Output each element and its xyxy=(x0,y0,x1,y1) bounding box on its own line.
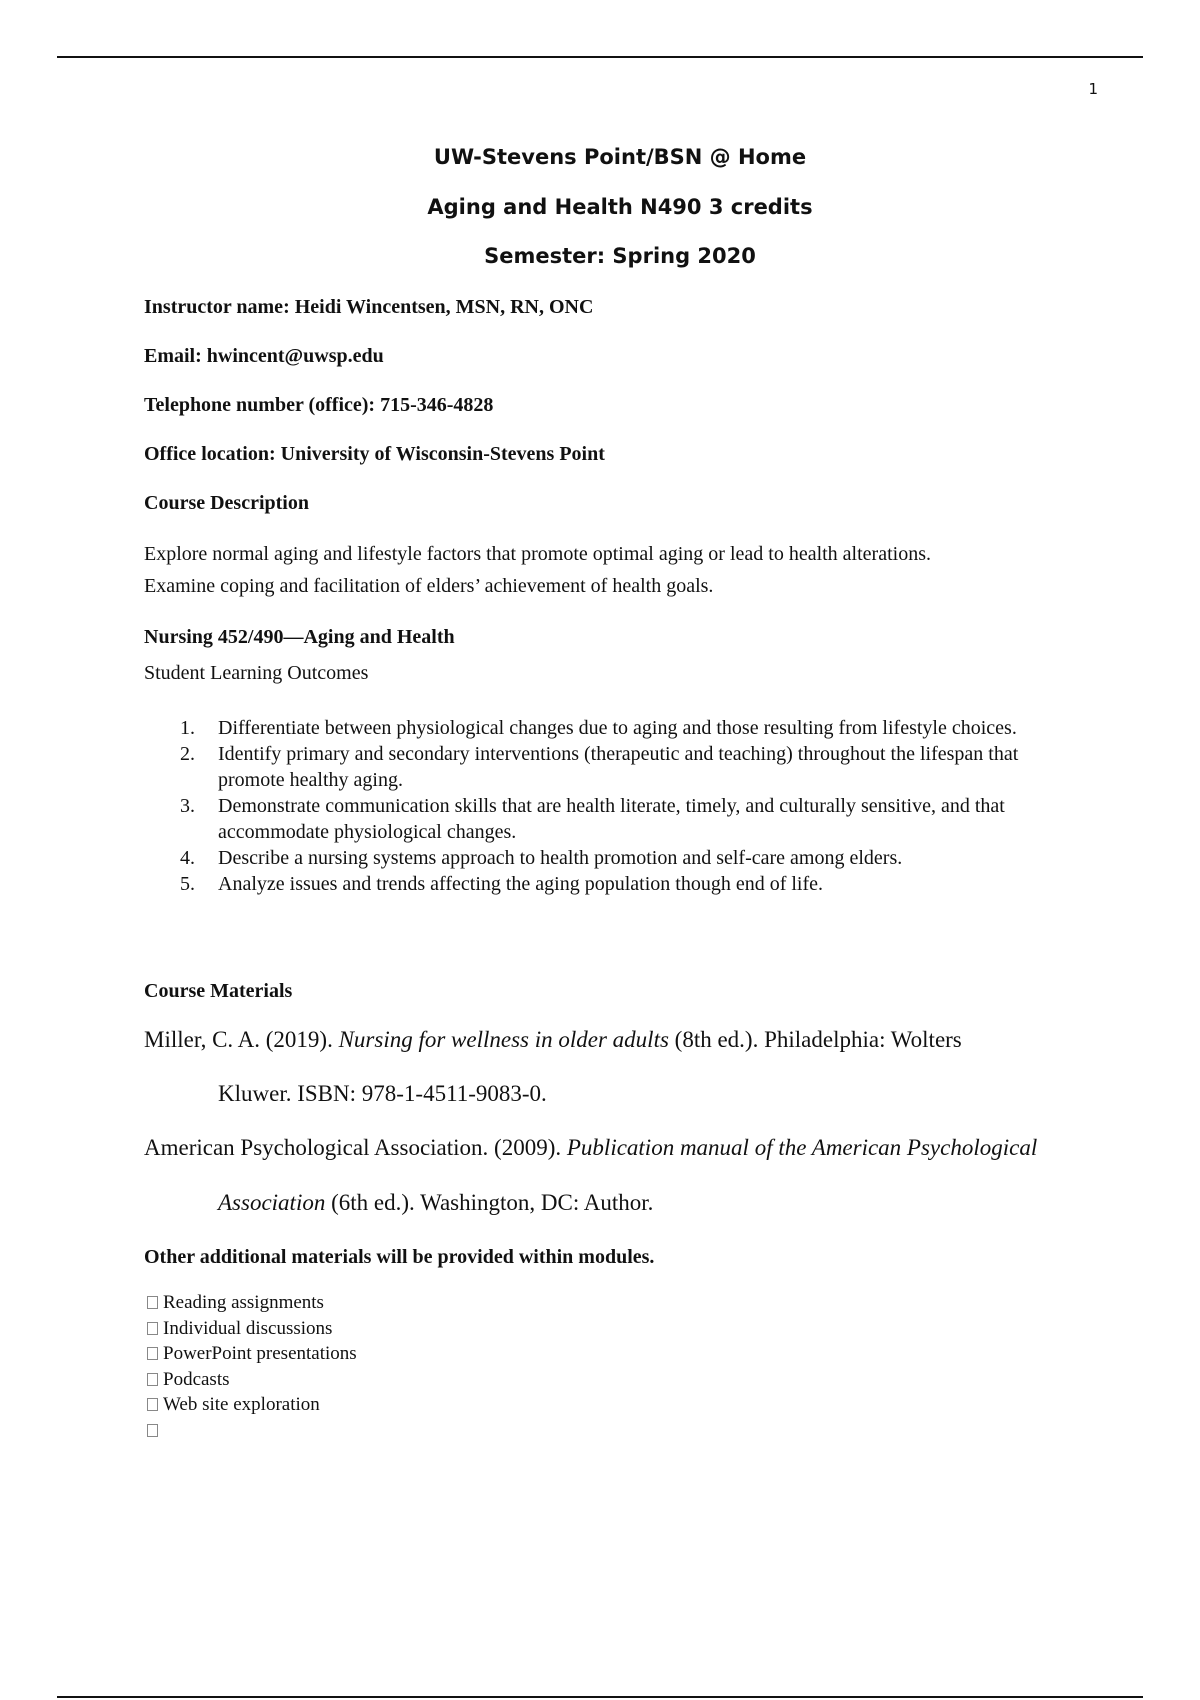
learning-outcomes-label: Student Learning Outcomes xyxy=(144,662,369,684)
list-item xyxy=(144,845,1084,871)
list-item xyxy=(144,715,1084,741)
list-item xyxy=(147,1316,357,1342)
institution-title: UW-Stevens Point/BSN @ Home xyxy=(433,145,807,169)
header-rule xyxy=(57,56,1143,58)
list-item xyxy=(144,871,1084,897)
instructor-name: Instructor name: Heidi Wincentsen, MSN, RN, ONC xyxy=(144,296,594,318)
outcome-text: Differentiate between physiological changes due to aging and those resulting from lifestyle choices. xyxy=(218,717,1017,739)
nursing-course-title: Nursing 452/490—Aging and Health xyxy=(144,626,455,648)
list-number: 4. xyxy=(180,847,195,869)
list-item xyxy=(147,1418,357,1444)
course-title: Aging and Health N490 3 credits xyxy=(427,195,813,219)
instructor-phone: Telephone number (office): 715-346-4828 xyxy=(144,394,494,416)
course-description-heading: Course Description xyxy=(144,492,309,514)
bullet-box-icon xyxy=(147,1424,158,1437)
list-number: 1. xyxy=(180,717,195,739)
reference-2-publisher: (6th ed.). Washington, DC: Author. xyxy=(325,1190,654,1215)
bullet-box-icon xyxy=(147,1296,158,1309)
reference-1-line-2: Kluwer. ISBN: 978-1-4511-9083-0. xyxy=(218,1081,547,1106)
material-label: Web site exploration xyxy=(163,1394,320,1415)
list-number: 2. xyxy=(180,743,195,765)
additional-materials-heading: Other additional materials will be provided within modules. xyxy=(144,1246,655,1268)
outcome-text: Analyze issues and trends affecting the aging population though end of life. xyxy=(218,873,824,895)
reference-1-line-1 xyxy=(144,1027,962,1053)
semester-title: Semester: Spring 2020 xyxy=(484,244,756,268)
learning-outcomes-list xyxy=(144,715,1084,897)
reference-1-author: Miller, C. A. (2019). xyxy=(144,1027,339,1052)
list-item xyxy=(147,1341,357,1367)
bullet-box-icon xyxy=(147,1373,158,1386)
bullet-box-icon xyxy=(147,1322,158,1335)
reference-2-title-cont: Association xyxy=(218,1190,326,1215)
page-number: 1 xyxy=(1088,80,1098,98)
course-description-line-2: Examine coping and facilitation of elders’ achievement of health goals. xyxy=(144,575,714,597)
list-number: 5. xyxy=(180,873,195,895)
reference-2-author: American Psychological Association. (2009). xyxy=(144,1135,567,1160)
list-item xyxy=(144,741,1084,793)
course-materials-heading: Course Materials xyxy=(144,980,293,1002)
bullet-box-icon xyxy=(147,1398,158,1411)
material-label: Podcasts xyxy=(163,1368,230,1390)
outcome-text: Describe a nursing systems approach to health promotion and self-care among elders. xyxy=(218,847,903,869)
bullet-box-icon xyxy=(147,1347,158,1360)
material-label: Reading assignments xyxy=(163,1292,324,1313)
material-label: Individual discussions xyxy=(163,1317,333,1339)
course-description-line-1: Explore normal aging and lifestyle factors that promote optimal aging or lead to health alterations. xyxy=(144,543,931,565)
reference-2-line-2 xyxy=(218,1190,653,1216)
reference-1-title: Nursing for wellness in older adults xyxy=(338,1027,669,1052)
reference-2-title: Publication manual of the American Psychological xyxy=(566,1135,1038,1160)
list-item xyxy=(147,1290,357,1316)
list-item xyxy=(144,793,1084,845)
list-item xyxy=(147,1392,357,1418)
outcome-text: Demonstrate communication skills that are health literate, timely, and culturally sensitive, and that accommodate physiological changes. xyxy=(218,795,1005,843)
list-item xyxy=(147,1367,357,1393)
instructor-email: Email: hwincent@uwsp.edu xyxy=(144,345,384,367)
reference-2-line-1 xyxy=(144,1135,1037,1161)
outcome-text: Identify primary and secondary interventions (therapeutic and teaching) throughout the lifespan that promote healthy aging. xyxy=(218,743,1019,791)
list-number: 3. xyxy=(180,795,195,817)
footer-rule xyxy=(57,1696,1143,1698)
reference-1-publisher: (8th ed.). Philadelphia: Wolters xyxy=(668,1027,962,1052)
additional-materials-list xyxy=(147,1290,357,1443)
office-location: Office location: University of Wisconsin-Stevens Point xyxy=(144,443,605,465)
material-label: PowerPoint presentations xyxy=(163,1343,357,1364)
